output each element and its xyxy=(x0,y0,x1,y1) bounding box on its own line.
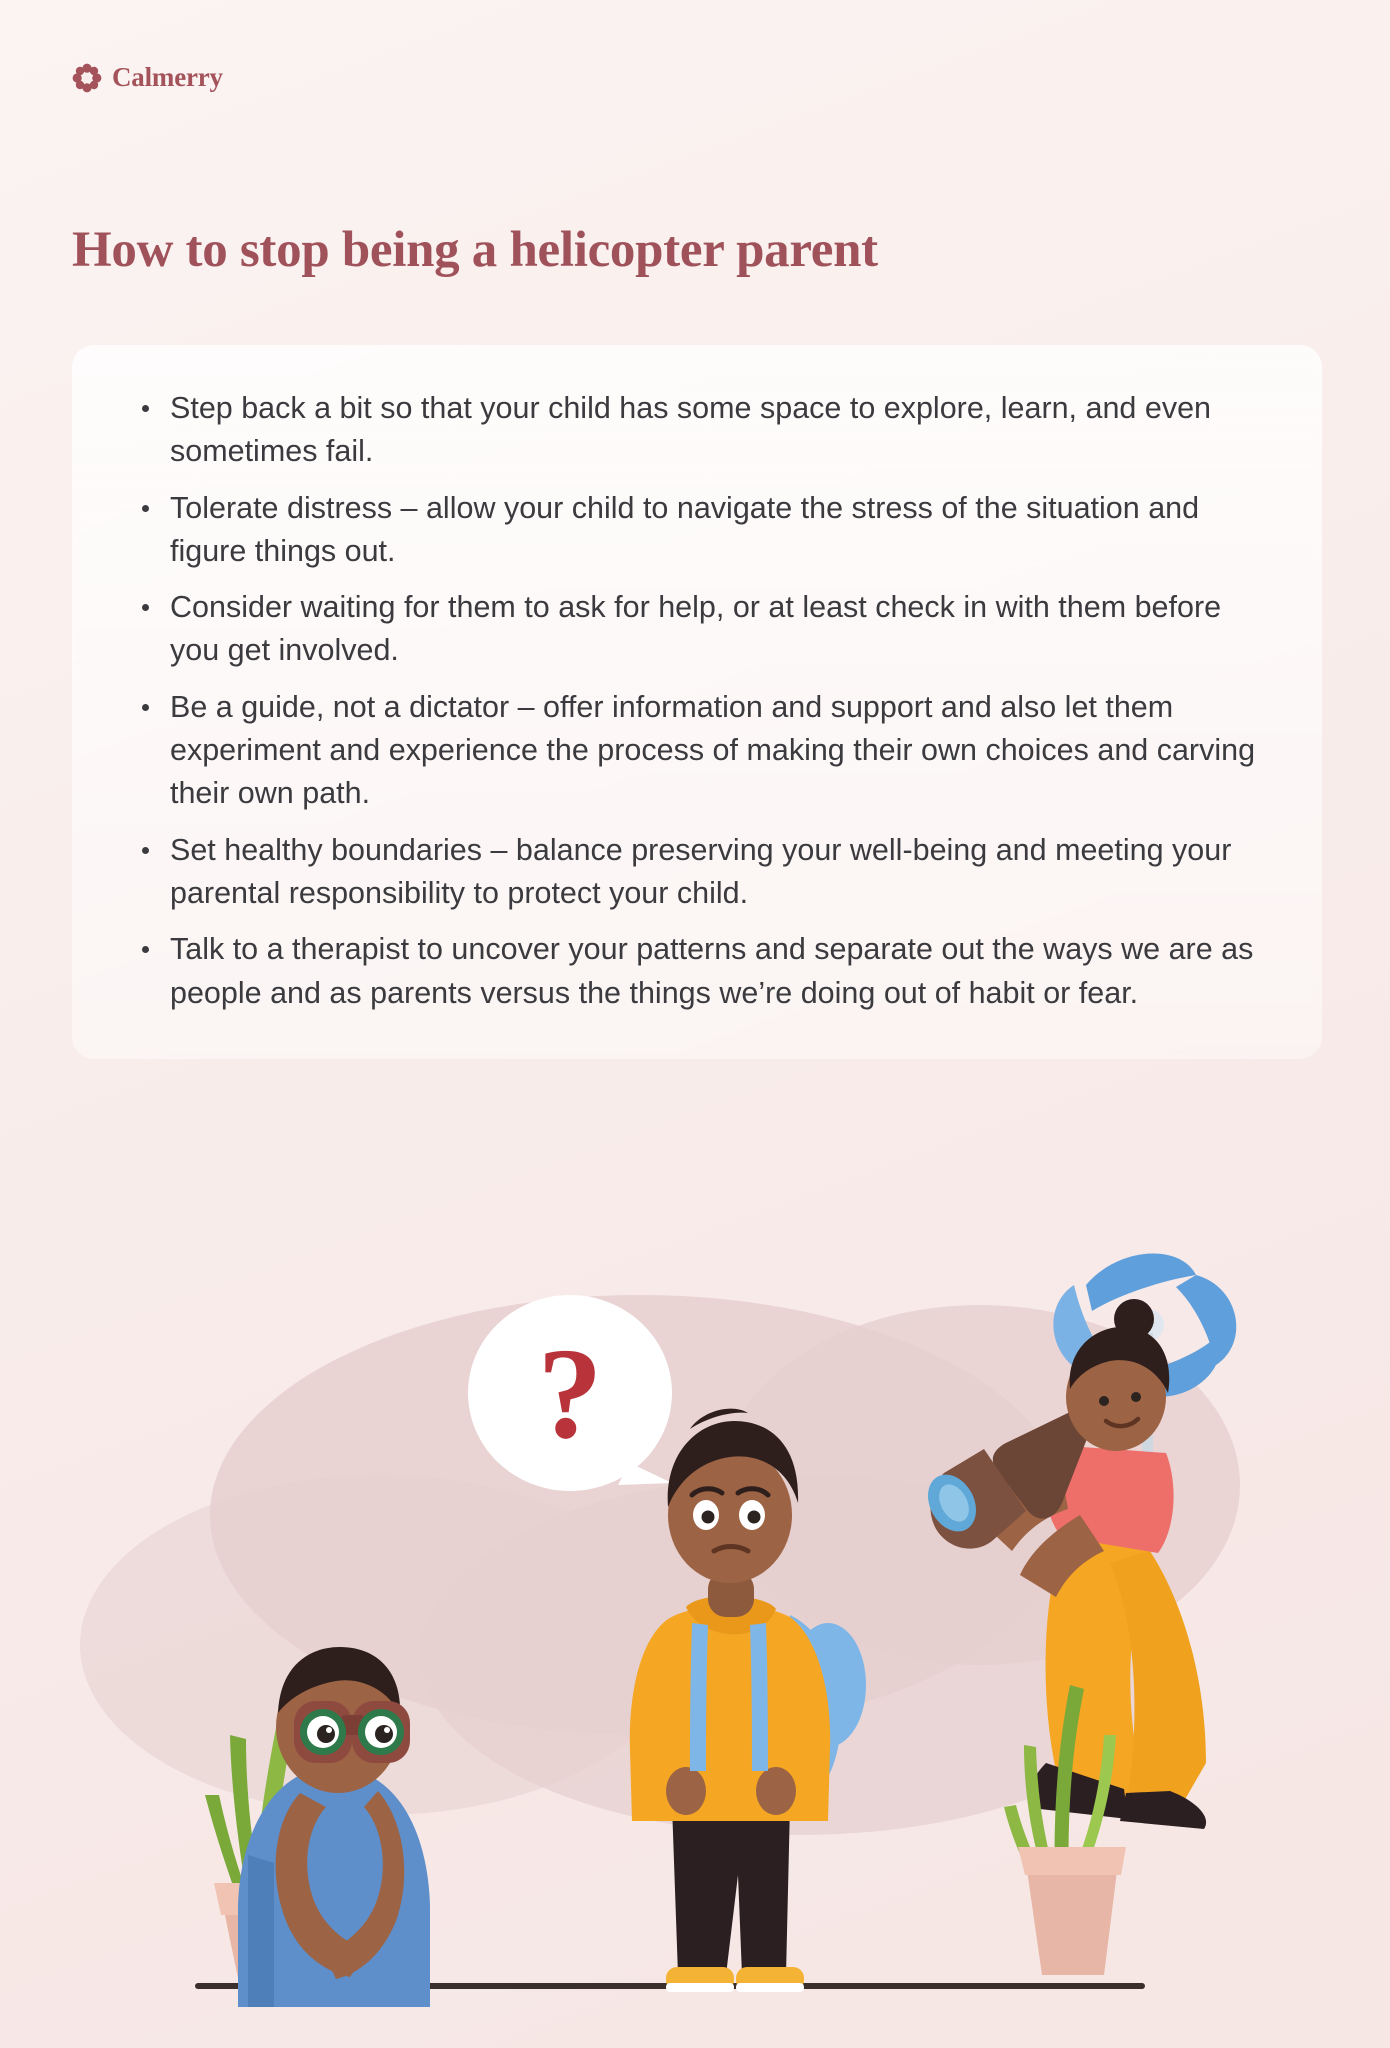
brand-name: Calmerry xyxy=(112,62,223,92)
speech-bubble-text: ? xyxy=(537,1322,603,1466)
flower-gear-icon xyxy=(72,63,102,93)
advice-card xyxy=(72,345,1322,1059)
speech-bubble xyxy=(468,1295,672,1491)
list-item: Consider waiting for them to ask for help, or at least check in with them before you get involved. xyxy=(160,586,1270,673)
helicopter-parent-illustration xyxy=(0,1215,1390,2048)
list-item: Tolerate distress – allow your child to navigate the stress of the situation and figure things out. xyxy=(160,487,1270,574)
advice-list xyxy=(124,387,1270,1015)
brand-logo[interactable] xyxy=(72,62,223,93)
list-item: Set healthy boundaries – balance preserving your well-being and meeting your parental responsibility to protect your child. xyxy=(160,829,1270,916)
list-item: Talk to a therapist to uncover your patterns and separate out the ways we are as people and as parents versus the things we’re doing out of habit or fear. xyxy=(160,928,1270,1015)
list-item: Be a guide, not a dictator – offer information and support and also let them experiment and experience the process of making their own choices and carving their own path. xyxy=(160,686,1270,816)
list-item: Step back a bit so that your child has some space to explore, learn, and even sometimes fail. xyxy=(160,387,1270,474)
page-title: How to stop being a helicopter parent xyxy=(72,222,878,279)
